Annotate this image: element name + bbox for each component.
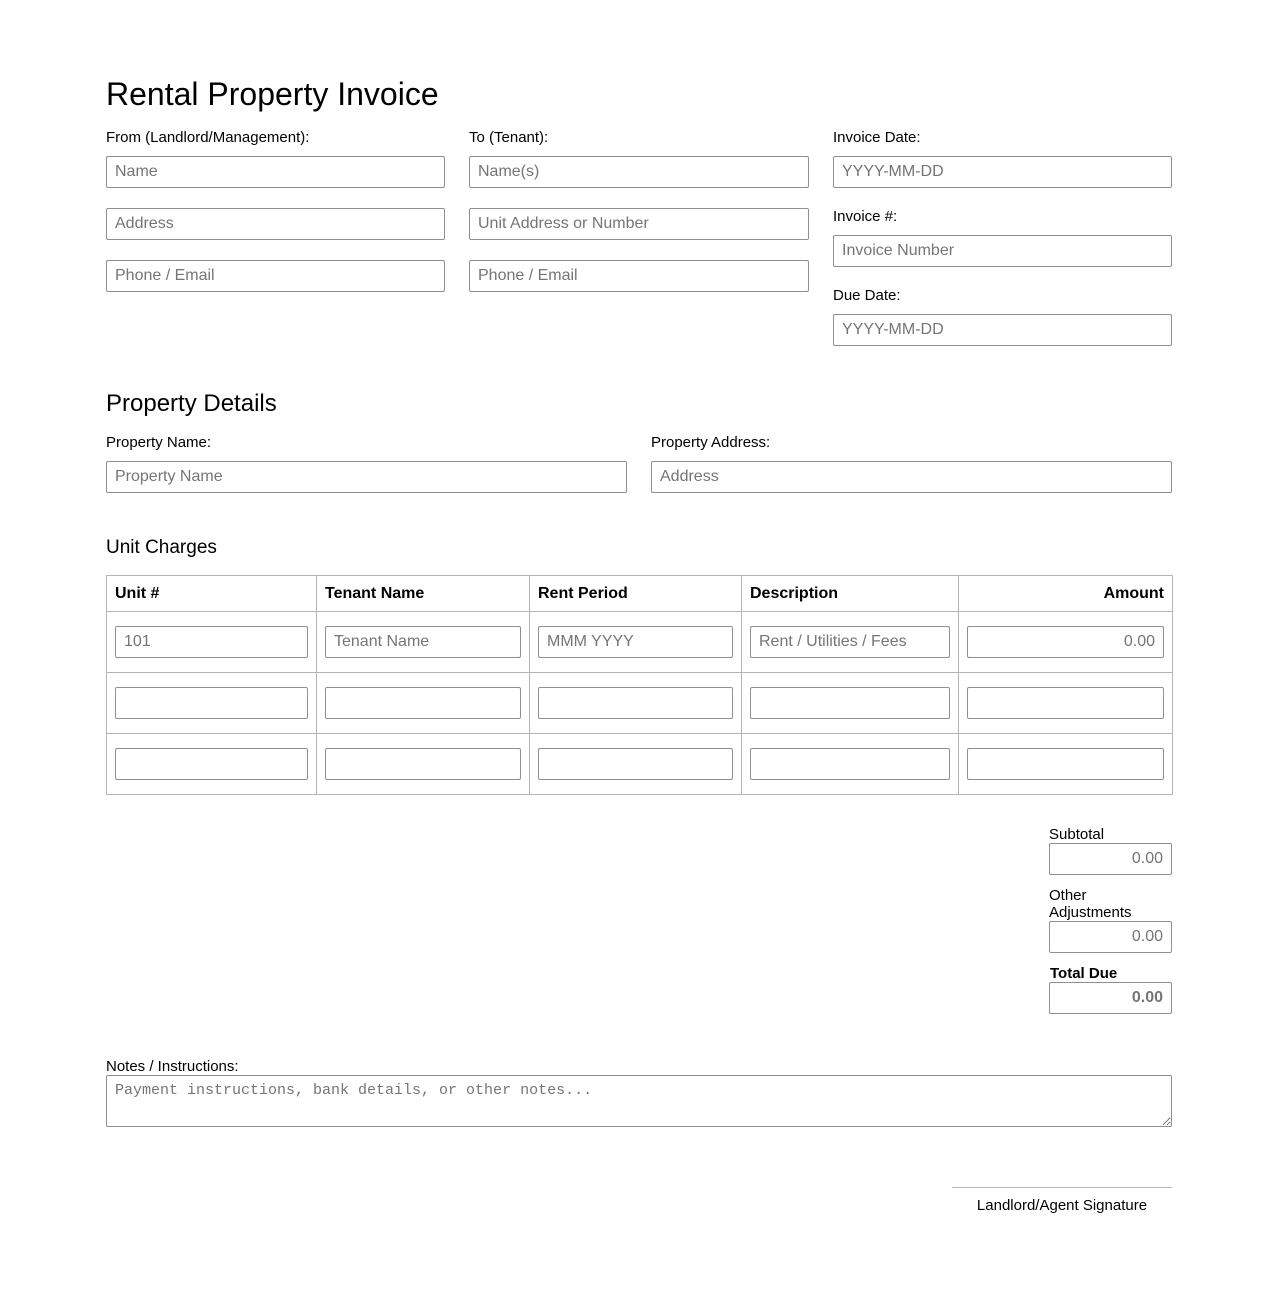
to-label: To (Tenant): (469, 129, 549, 146)
subtotal-label: Subtotal (1049, 826, 1105, 843)
unit-charges-heading: Unit Charges (106, 537, 217, 558)
notes-textarea[interactable] (106, 1075, 1172, 1127)
amount-input[interactable] (967, 626, 1164, 658)
unit-charges-table (106, 575, 1173, 795)
tenant-name-input[interactable] (325, 748, 521, 780)
property-address-input[interactable] (651, 461, 1172, 493)
to-contact-input[interactable] (469, 260, 809, 292)
table-cell (530, 673, 742, 734)
amount-input[interactable] (967, 748, 1164, 780)
rent-period-input[interactable] (538, 748, 733, 780)
table-cell (317, 673, 530, 734)
from-name-input[interactable] (106, 156, 445, 188)
notes-label: Notes / Instructions: (106, 1058, 239, 1075)
description-input[interactable] (750, 626, 950, 658)
table-cell (107, 734, 317, 795)
due-date-input[interactable] (833, 314, 1172, 346)
table-cell (742, 673, 959, 734)
from-contact-input[interactable] (106, 260, 445, 292)
from-address-input[interactable] (106, 208, 445, 240)
tenant-name-input[interactable] (325, 626, 521, 658)
total-due-label: Total Due (1050, 965, 1118, 982)
table-cell (317, 734, 530, 795)
table-cell (742, 734, 959, 795)
column-header-tenant-name: Tenant Name (317, 576, 530, 612)
to-address-input[interactable] (469, 208, 809, 240)
table-row (107, 734, 1173, 795)
table-cell (317, 612, 530, 673)
unit-input[interactable] (115, 687, 308, 719)
invoice-date-input[interactable] (833, 156, 1172, 188)
other-adjustments-label: Other Adjustments (1049, 887, 1132, 921)
due-date-label: Due Date: (833, 287, 901, 304)
table-header-row (107, 576, 1173, 612)
property-name-label: Property Name: (106, 434, 212, 451)
table-row (107, 673, 1173, 734)
property-name-input[interactable] (106, 461, 627, 493)
table-cell (959, 612, 1173, 673)
from-label: From (Landlord/Management): (106, 129, 310, 146)
to-name-input[interactable] (469, 156, 809, 188)
subtotal-input[interactable] (1049, 843, 1172, 875)
unit-input[interactable] (115, 626, 308, 658)
unit-input[interactable] (115, 748, 308, 780)
description-input[interactable] (750, 748, 950, 780)
tenant-name-input[interactable] (325, 687, 521, 719)
table-cell (959, 734, 1173, 795)
column-header-amount: Amount (959, 576, 1173, 612)
rent-period-input[interactable] (538, 626, 733, 658)
table-cell (530, 734, 742, 795)
signature-line[interactable] (952, 1187, 1172, 1188)
amount-input[interactable] (967, 687, 1164, 719)
signature-label: Landlord/Agent Signature (976, 1197, 1148, 1214)
table-cell (530, 612, 742, 673)
rent-period-input[interactable] (538, 687, 733, 719)
property-details-heading: Property Details (106, 390, 277, 417)
column-header-rent-period: Rent Period (530, 576, 742, 612)
other-adjustments-input[interactable] (1049, 921, 1172, 953)
property-address-label: Property Address: (651, 434, 771, 451)
invoice-date-label: Invoice Date: (833, 129, 921, 146)
column-header-unit: Unit # (107, 576, 317, 612)
invoice-number-input[interactable] (833, 235, 1172, 267)
table-cell (959, 673, 1173, 734)
table-cell (742, 612, 959, 673)
total-due-input[interactable] (1049, 982, 1172, 1014)
table-cell (107, 612, 317, 673)
page-title: Rental Property Invoice (106, 76, 439, 112)
invoice-number-label: Invoice #: (833, 208, 898, 225)
description-input[interactable] (750, 687, 950, 719)
column-header-description: Description (742, 576, 959, 612)
table-row (107, 612, 1173, 673)
table-cell (107, 673, 317, 734)
